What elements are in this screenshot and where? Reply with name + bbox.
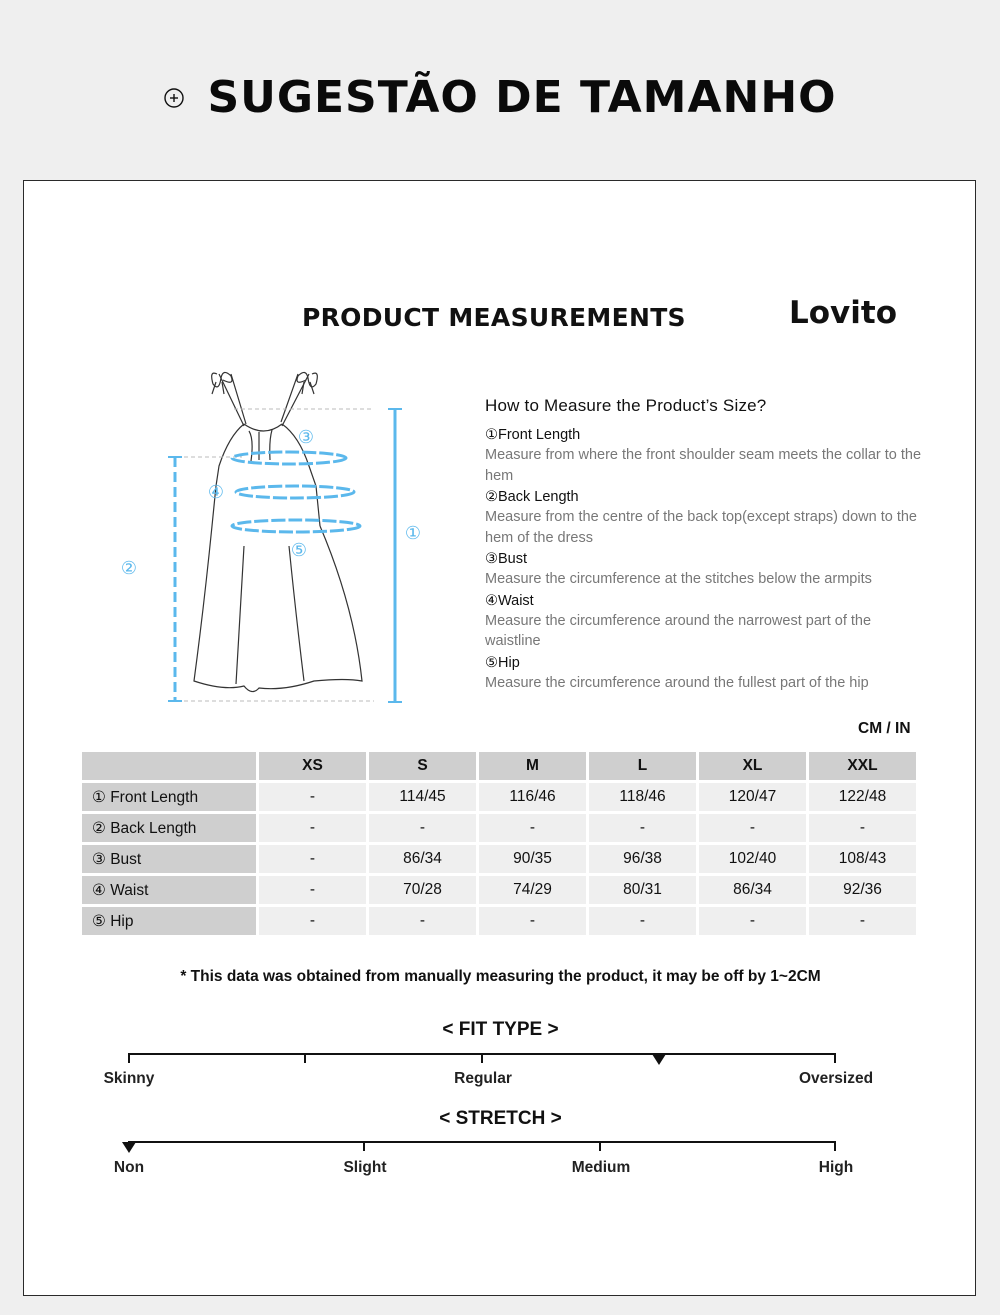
table-cell: - [479,907,586,935]
table-cell: - [589,814,696,842]
size-header-l: L [589,752,696,780]
row-label: ③ Bust [82,845,256,873]
stretch-tick [363,1141,365,1151]
product-measurements-title: PRODUCT MEASUREMENTS [302,303,686,332]
table-header-row [82,752,916,780]
size-header-xs: XS [259,752,366,780]
table-cell: 74/29 [479,876,586,904]
row-label: ① Front Length [82,783,256,811]
bust-ellipse [232,452,346,464]
fit-type-label-skinny: Skinny [103,1070,155,1087]
marker-hip: ⑤ [290,540,307,561]
measure-item-description: Measure the circumference at the stitches below the armpits [485,571,872,587]
stretch-level-marker [122,1142,136,1153]
header-title-row [0,72,1000,123]
table-cell: 86/34 [699,876,806,904]
table-cell: - [369,814,476,842]
measure-item-description: Measure from where the front shoulder seam meets the collar to the hem [485,447,922,484]
measure-item-heading: ②Back Length [485,489,579,505]
fit-type-tick [481,1053,483,1063]
stretch-scale-line [128,1141,836,1143]
table-row [82,814,916,842]
table-row [82,783,916,811]
measure-item-heading: ④Waist [485,592,534,609]
stretch-title: < STRETCH > [439,1108,562,1129]
table-cell: - [589,907,696,935]
measure-item-description: Measure from the centre of the back top(except straps) down to the hem of the dress [485,509,917,546]
size-table [79,749,919,938]
table-cell: 96/38 [589,845,696,873]
marker-waist: ④ [207,482,224,503]
measure-item-heading: ③Bust [485,551,528,567]
table-cell: 80/31 [589,876,696,904]
how-to-measure-title: How to Measure the Product’s Size? [485,396,767,415]
measure-item-description: Measure the circumference around the narrowest part of the waistline [485,612,872,649]
table-cell: - [699,814,806,842]
table-cell: - [809,814,916,842]
table-cell: - [479,814,586,842]
table-cell: - [809,907,916,935]
fit-type-title: < FIT TYPE > [442,1019,559,1040]
fit-type-tick [128,1053,130,1063]
stretch-label-medium: Medium [571,1159,631,1176]
table-cell: 120/47 [699,783,806,811]
table-cell: 122/48 [809,783,916,811]
size-header-s: S [369,752,476,780]
waist-ellipse [236,486,354,498]
table-cell: 102/40 [699,845,806,873]
size-header-xl: XL [699,752,806,780]
measurement-disclaimer: * This data was obtained from manually measuring the product, it may be off by 1~2CM [180,968,821,985]
table-cell: 70/28 [369,876,476,904]
stretch-tick [599,1141,601,1151]
table-cell: 86/34 [369,845,476,873]
fit-type-level-marker [652,1054,666,1065]
marker-front-length: ① [404,523,421,544]
marker-bust: ③ [297,427,314,448]
size-chart-card [23,180,976,1296]
table-cell: 90/35 [479,845,586,873]
table-cell: - [369,907,476,935]
page-title: SUGESTÃO DE TAMANHO [207,72,837,123]
how-to-measure-section [485,396,925,694]
table-row [82,876,916,904]
table-row [82,907,916,935]
page-header [0,0,1000,180]
fit-type-label-regular: Regular [454,1070,512,1087]
stretch-label-high: High [818,1159,854,1176]
table-cell: - [699,907,806,935]
size-header-m: M [479,752,586,780]
diagram-markers [121,427,421,579]
table-cell: 116/46 [479,783,586,811]
measure-item-heading: ①Front Length [485,427,581,443]
stretch-label-slight: Slight [343,1159,387,1176]
table-cell: - [259,814,366,842]
size-header-xxl: XXL [809,752,916,780]
row-label: ⑤ Hip [82,907,256,935]
table-cell: - [259,907,366,935]
measure-item-heading: ⑤Hip [485,654,520,671]
table-cell: - [259,783,366,811]
row-label: ② Back Length [82,814,256,842]
table-corner-cell [82,752,256,780]
table-cell: 92/36 [809,876,916,904]
table-cell: 114/45 [369,783,476,811]
marker-back-length: ② [120,558,137,579]
fit-type-label-oversized: Oversized [798,1070,874,1087]
measure-item-description: Measure the circumference around the fullest part of the hip [485,674,869,691]
stretch-tick [834,1141,836,1151]
measure-lines [168,409,402,702]
fit-type-tick [834,1053,836,1063]
table-row [82,845,916,873]
table-cell: - [259,876,366,904]
table-cell: - [259,845,366,873]
hip-ellipse [232,520,360,532]
stretch-label-non: Non [113,1159,145,1176]
table-cell: 118/46 [589,783,696,811]
unit-label: CM / IN [858,720,911,737]
plus-circle-icon [163,87,185,109]
table-cell: 108/43 [809,845,916,873]
row-label: ④ Waist [82,876,256,904]
fit-type-tick [304,1053,306,1063]
brand-logo: Lovito [789,295,898,331]
dress-measurement-diagram [84,366,424,711]
